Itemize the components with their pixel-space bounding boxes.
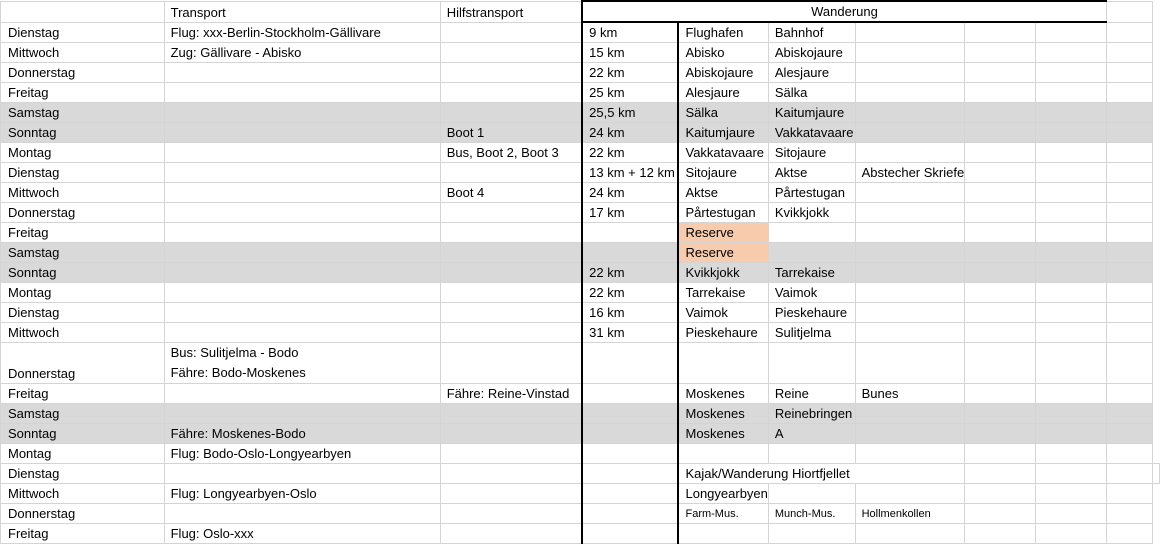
empty-cell[interactable] [1036, 183, 1107, 203]
day-cell[interactable]: Freitag [1, 223, 165, 243]
table-row [1, 384, 1160, 404]
table-row [1, 263, 1160, 283]
empty-cell[interactable] [1106, 464, 1152, 484]
empty-cell[interactable] [1036, 444, 1107, 464]
distance-cell[interactable] [582, 424, 678, 444]
empty-cell[interactable] [1036, 343, 1107, 384]
table-row [1, 303, 1160, 323]
empty-cell[interactable] [1106, 183, 1152, 203]
empty-cell[interactable] [1106, 123, 1152, 143]
day-cell[interactable]: Mittwoch [1, 484, 165, 504]
transport-cell[interactable] [164, 223, 440, 243]
empty-cell[interactable] [1036, 484, 1107, 504]
from-cell[interactable]: Pårtestugan [678, 203, 768, 223]
transport-cell[interactable] [164, 504, 440, 524]
day-cell[interactable]: Samstag [1, 103, 165, 123]
to-cell[interactable]: Vaimok [768, 283, 855, 303]
from-cell[interactable]: Vakkatavaare [678, 143, 768, 163]
day-cell[interactable]: Dienstag [1, 303, 165, 323]
extra-cell[interactable] [855, 404, 965, 424]
empty-cell[interactable] [1036, 103, 1107, 123]
extra-cell[interactable] [855, 22, 965, 43]
distance-cell[interactable] [582, 343, 678, 384]
table-row [1, 43, 1160, 63]
empty-cell[interactable] [965, 303, 1036, 323]
distance-cell[interactable]: 13 km + 12 km [582, 163, 678, 183]
extra-cell[interactable] [855, 83, 965, 103]
from-cell[interactable]: Abisko [678, 43, 768, 63]
distance-cell[interactable] [582, 404, 678, 424]
to-cell[interactable]: Vakkatavaare [768, 123, 855, 143]
transport-cell[interactable] [164, 243, 440, 263]
empty-cell[interactable] [1036, 143, 1107, 163]
day-cell[interactable]: Sonntag [1, 424, 165, 444]
distance-cell[interactable] [582, 444, 678, 464]
day-cell[interactable]: Donnerstag [1, 203, 165, 223]
route-cell[interactable]: Kajak/Wanderung Hiortfjellet [678, 464, 964, 484]
empty-cell[interactable] [1106, 143, 1152, 163]
table-row [1, 424, 1160, 444]
empty-cell[interactable] [1106, 323, 1152, 343]
empty-cell[interactable] [1036, 303, 1107, 323]
empty-cell[interactable] [965, 323, 1036, 343]
empty-cell[interactable] [965, 43, 1036, 63]
transport-cell[interactable]: Zug: Gällivare - Abisko [164, 43, 440, 63]
empty-cell[interactable] [1036, 323, 1107, 343]
empty-cell[interactable] [1106, 283, 1152, 303]
empty-cell[interactable] [1036, 404, 1107, 424]
empty-cell[interactable] [965, 223, 1036, 243]
from-cell[interactable]: Moskenes [678, 384, 768, 404]
transport-cell[interactable] [164, 303, 440, 323]
hilfstransport-cell[interactable]: Boot 4 [440, 183, 582, 203]
empty-cell[interactable] [965, 203, 1036, 223]
extra-cell[interactable] [855, 143, 965, 163]
from-cell[interactable]: Longyearbyen [678, 484, 768, 504]
empty-cell[interactable] [1036, 464, 1107, 484]
hilfstransport-cell[interactable] [440, 83, 582, 103]
hilfstransport-cell[interactable] [440, 63, 582, 83]
to-cell[interactable]: Tarrekaise [768, 263, 855, 283]
extra-cell[interactable] [855, 183, 965, 203]
table-row [1, 83, 1160, 103]
transport-cell[interactable] [164, 103, 440, 123]
extra-cell[interactable] [855, 63, 965, 83]
header-wanderung[interactable]: Wanderung [582, 1, 1106, 22]
day-cell[interactable]: Freitag [1, 83, 165, 103]
header-hilfstransport[interactable]: Hilfstransport [440, 1, 582, 22]
empty-cell[interactable] [1036, 283, 1107, 303]
table-row [1, 163, 1160, 183]
empty-cell[interactable] [1106, 263, 1152, 283]
header-transport[interactable]: Transport [164, 1, 440, 22]
from-cell[interactable]: Kaitumjaure [678, 123, 768, 143]
to-cell[interactable] [768, 524, 855, 544]
transport-cell[interactable]: Flug: Longyearbyen-Oslo [164, 484, 440, 504]
day-cell[interactable]: Sonntag [1, 123, 165, 143]
hilfstransport-cell[interactable]: Boot 1 [440, 123, 582, 143]
day-cell[interactable]: Sonntag [1, 263, 165, 283]
empty-cell[interactable] [1106, 504, 1152, 524]
hilfstransport-cell[interactable] [440, 203, 582, 223]
table-row [1, 404, 1160, 424]
extra-cell[interactable] [855, 484, 965, 504]
empty-cell[interactable] [1106, 524, 1152, 544]
empty-cell[interactable] [1036, 223, 1107, 243]
transport-cell[interactable] [164, 163, 440, 183]
extra-cell[interactable] [855, 203, 965, 223]
transport-cell[interactable] [164, 464, 440, 484]
to-cell[interactable]: Sälka [768, 83, 855, 103]
transport-cell[interactable]: Flug: Bodo-Oslo-Longyearbyen [164, 444, 440, 464]
from-cell[interactable]: Aktse [678, 183, 768, 203]
day-cell[interactable]: Donnerstag [1, 63, 165, 83]
to-cell[interactable] [768, 343, 855, 384]
empty-cell[interactable] [965, 444, 1036, 464]
hilfstransport-cell[interactable] [440, 43, 582, 63]
hilfstransport-cell[interactable]: Bus, Boot 2, Boot 3 [440, 143, 582, 163]
to-cell[interactable] [768, 243, 855, 263]
empty-cell[interactable] [1106, 203, 1152, 223]
extra-cell[interactable] [855, 103, 965, 123]
transport-cell[interactable] [164, 404, 440, 424]
distance-cell[interactable] [582, 484, 678, 504]
table-row [1, 504, 1160, 524]
day-cell[interactable]: Dienstag [1, 163, 165, 183]
hilfstransport-cell[interactable] [440, 484, 582, 504]
empty-cell[interactable] [1036, 63, 1107, 83]
empty-cell[interactable] [965, 63, 1036, 83]
empty-cell[interactable] [965, 484, 1036, 504]
extra-cell[interactable] [855, 343, 965, 384]
day-cell[interactable]: Mittwoch [1, 323, 165, 343]
day-cell[interactable]: Donnerstag [1, 343, 165, 384]
empty-cell[interactable] [1106, 43, 1152, 63]
day-cell[interactable]: Dienstag [1, 464, 165, 484]
table-row [1, 123, 1160, 143]
empty-cell[interactable] [1106, 223, 1152, 243]
extra-cell[interactable] [855, 283, 965, 303]
extra-cell[interactable]: Bunes [855, 384, 965, 404]
extra-cell[interactable]: Hollmenkollen [855, 504, 965, 524]
empty-cell[interactable] [1036, 43, 1107, 63]
extra-cell[interactable] [855, 424, 965, 444]
to-cell[interactable]: Sitojaure [768, 143, 855, 163]
from-cell[interactable]: Moskenes [678, 424, 768, 444]
hilfstransport-cell[interactable] [440, 504, 582, 524]
day-cell[interactable]: Montag [1, 444, 165, 464]
empty-cell[interactable] [965, 504, 1036, 524]
hilfstransport-cell[interactable] [440, 404, 582, 424]
from-cell[interactable]: Tarrekaise [678, 283, 768, 303]
from-cell[interactable]: Reserve [678, 243, 768, 263]
transport-cell[interactable] [164, 63, 440, 83]
transport-cell[interactable] [164, 183, 440, 203]
extra-cell[interactable] [855, 243, 965, 263]
distance-cell[interactable] [582, 504, 678, 524]
header-empty-cell[interactable] [1106, 1, 1152, 22]
empty-cell[interactable] [1106, 343, 1152, 384]
transport-cell[interactable] [164, 123, 440, 143]
empty-cell[interactable] [965, 283, 1036, 303]
from-cell[interactable]: Sitojaure [678, 163, 768, 183]
day-cell[interactable]: Mittwoch [1, 183, 165, 203]
distance-cell[interactable]: 25 km [582, 83, 678, 103]
distance-cell[interactable] [582, 524, 678, 544]
empty-cell[interactable] [1036, 524, 1107, 544]
distance-cell[interactable]: 16 km [582, 303, 678, 323]
to-cell[interactable]: Kaitumjaure [768, 103, 855, 123]
empty-cell[interactable] [965, 103, 1036, 123]
empty-cell[interactable] [965, 83, 1036, 103]
empty-cell[interactable] [965, 524, 1036, 544]
from-cell[interactable]: Alesjaure [678, 83, 768, 103]
transport-cell[interactable] [164, 263, 440, 283]
to-cell[interactable]: Aktse [768, 163, 855, 183]
to-cell[interactable]: Abiskojaure [768, 43, 855, 63]
distance-cell[interactable]: 17 km [582, 203, 678, 223]
empty-cell[interactable] [1106, 103, 1152, 123]
empty-cell[interactable] [1106, 163, 1152, 183]
to-cell[interactable] [768, 444, 855, 464]
empty-cell[interactable] [1106, 22, 1152, 43]
from-cell[interactable]: Pieskehaure [678, 323, 768, 343]
to-cell[interactable]: Kvikkjokk [768, 203, 855, 223]
from-cell[interactable]: Abiskojaure [678, 63, 768, 83]
day-cell[interactable]: Donnerstag [1, 504, 165, 524]
header-day-cell[interactable] [1, 1, 165, 22]
empty-cell[interactable] [1036, 163, 1107, 183]
transport-cell[interactable]: Flug: Oslo-xxx [164, 524, 440, 544]
empty-cell[interactable] [1106, 444, 1152, 464]
empty-cell[interactable] [1036, 504, 1107, 524]
transport-line: Fähre: Bodo-Moskenes [170, 365, 306, 380]
to-cell[interactable]: Pårtestugan [768, 183, 855, 203]
empty-cell[interactable] [1106, 83, 1152, 103]
table-row [1, 223, 1160, 243]
hilfstransport-cell[interactable]: Fähre: Reine-Vinstad [440, 384, 582, 404]
extra-cell[interactable] [855, 323, 965, 343]
from-cell[interactable]: Flughafen [678, 22, 768, 43]
header-row [1, 1, 1160, 22]
empty-cell[interactable] [1036, 263, 1107, 283]
empty-cell[interactable] [1106, 63, 1152, 83]
hilfstransport-cell[interactable] [440, 263, 582, 283]
to-cell[interactable]: Pieskehaure [768, 303, 855, 323]
hilfstransport-cell[interactable] [440, 444, 582, 464]
hilfstransport-cell[interactable] [440, 424, 582, 444]
empty-cell[interactable] [965, 243, 1036, 263]
distance-cell[interactable] [582, 243, 678, 263]
transport-cell[interactable] [164, 83, 440, 103]
to-cell[interactable] [768, 223, 855, 243]
empty-cell[interactable] [1036, 123, 1107, 143]
table-row [1, 283, 1160, 303]
empty-cell[interactable] [1036, 203, 1107, 223]
hilfstransport-cell[interactable] [440, 103, 582, 123]
hilfstransport-cell[interactable] [440, 22, 582, 43]
hilfstransport-cell[interactable] [440, 163, 582, 183]
table-row [1, 464, 1160, 484]
day-cell[interactable]: Freitag [1, 384, 165, 404]
extra-cell[interactable] [855, 444, 965, 464]
transport-cell[interactable] [164, 323, 440, 343]
from-cell[interactable]: Moskenes [678, 404, 768, 424]
hilfstransport-cell[interactable] [440, 323, 582, 343]
distance-cell[interactable]: 22 km [582, 63, 678, 83]
empty-cell[interactable] [965, 263, 1036, 283]
empty-cell[interactable] [965, 22, 1036, 43]
empty-cell[interactable] [965, 163, 1036, 183]
distance-cell[interactable] [582, 223, 678, 243]
distance-cell[interactable]: 9 km [582, 22, 678, 43]
hilfstransport-cell[interactable] [440, 243, 582, 263]
table-row [1, 183, 1160, 203]
empty-cell[interactable] [965, 343, 1036, 384]
day-cell[interactable]: Samstag [1, 404, 165, 424]
distance-cell[interactable]: 22 km [582, 283, 678, 303]
day-cell[interactable]: Freitag [1, 524, 165, 544]
empty-cell[interactable] [965, 404, 1036, 424]
empty-cell[interactable] [1106, 303, 1152, 323]
from-cell[interactable]: Kvikkjokk [678, 263, 768, 283]
empty-cell[interactable] [965, 183, 1036, 203]
transport-cell[interactable]: Fähre: Moskenes-Bodo [164, 424, 440, 444]
hilfstransport-cell[interactable] [440, 303, 582, 323]
distance-cell[interactable]: 22 km [582, 263, 678, 283]
table-row [1, 524, 1160, 544]
transport-line: Bus: Sulitjelma - Bodo [170, 345, 299, 360]
hilfstransport-cell[interactable] [440, 343, 582, 384]
transport-cell[interactable] [164, 203, 440, 223]
extra-cell[interactable] [855, 43, 965, 63]
extra-cell[interactable] [855, 223, 965, 243]
table-row [1, 343, 1160, 384]
hilfstransport-cell[interactable] [440, 283, 582, 303]
table-row [1, 63, 1160, 83]
to-cell[interactable]: Reine [768, 384, 855, 404]
from-cell[interactable]: Reserve [678, 223, 768, 243]
to-cell[interactable]: Reinebringen [768, 404, 855, 424]
empty-cell[interactable] [1106, 424, 1152, 444]
distance-cell[interactable]: 25,5 km [582, 103, 678, 123]
to-cell[interactable]: A [768, 424, 855, 444]
day-cell[interactable]: Montag [1, 283, 165, 303]
day-cell[interactable]: Dienstag [1, 22, 165, 43]
from-cell[interactable]: Farm-Mus. [678, 504, 768, 524]
empty-cell[interactable] [965, 384, 1036, 404]
extra-cell[interactable]: Abstecher Skriefe [855, 163, 965, 183]
distance-cell[interactable]: 24 km [582, 123, 678, 143]
transport-cell[interactable] [164, 343, 440, 384]
empty-cell[interactable] [1106, 243, 1152, 263]
extra-cell[interactable] [855, 303, 965, 323]
table-row [1, 143, 1160, 163]
empty-cell[interactable] [1036, 424, 1107, 444]
table-row [1, 484, 1160, 504]
distance-cell[interactable]: 31 km [582, 323, 678, 343]
empty-cell[interactable] [1036, 384, 1107, 404]
distance-cell[interactable]: 15 km [582, 43, 678, 63]
empty-cell[interactable] [1036, 243, 1107, 263]
table-row [1, 203, 1160, 223]
hilfstransport-cell[interactable] [440, 464, 582, 484]
distance-cell[interactable] [582, 384, 678, 404]
empty-cell[interactable] [1036, 22, 1107, 43]
from-cell[interactable] [678, 444, 768, 464]
transport-cell[interactable] [164, 143, 440, 163]
hilfstransport-cell[interactable] [440, 524, 582, 544]
from-cell[interactable] [678, 343, 768, 384]
day-cell[interactable]: Samstag [1, 243, 165, 263]
empty-cell[interactable] [1153, 464, 1160, 484]
empty-cell[interactable] [1106, 384, 1152, 404]
table-row [1, 103, 1160, 123]
empty-cell[interactable] [965, 424, 1036, 444]
empty-cell[interactable] [965, 143, 1036, 163]
empty-cell[interactable] [965, 123, 1036, 143]
empty-cell[interactable] [1106, 484, 1152, 504]
from-cell[interactable]: Vaimok [678, 303, 768, 323]
to-cell[interactable]: Sulitjelma [768, 323, 855, 343]
day-cell[interactable]: Mittwoch [1, 43, 165, 63]
empty-cell[interactable] [1106, 404, 1152, 424]
to-cell[interactable] [768, 484, 855, 504]
empty-cell[interactable] [1036, 83, 1107, 103]
extra-cell[interactable] [855, 123, 965, 143]
transport-cell[interactable] [164, 384, 440, 404]
empty-cell[interactable] [965, 464, 1036, 484]
extra-cell[interactable] [855, 263, 965, 283]
table-row [1, 243, 1160, 263]
transport-cell[interactable] [164, 283, 440, 303]
from-cell[interactable]: Sälka [678, 103, 768, 123]
hilfstransport-cell[interactable] [440, 223, 582, 243]
distance-cell[interactable]: 24 km [582, 183, 678, 203]
day-cell[interactable]: Montag [1, 143, 165, 163]
table-row [1, 444, 1160, 464]
to-cell[interactable]: Alesjaure [768, 63, 855, 83]
extra-cell[interactable] [855, 524, 965, 544]
to-cell[interactable]: Munch-Mus. [768, 504, 855, 524]
from-cell[interactable] [678, 524, 768, 544]
distance-cell[interactable] [582, 464, 678, 484]
distance-cell[interactable]: 22 km [582, 143, 678, 163]
to-cell[interactable]: Bahnhof [768, 22, 855, 43]
table-row [1, 22, 1160, 43]
transport-cell[interactable]: Flug: xxx-Berlin-Stockholm-Gällivare [164, 22, 440, 43]
table-row [1, 323, 1160, 343]
